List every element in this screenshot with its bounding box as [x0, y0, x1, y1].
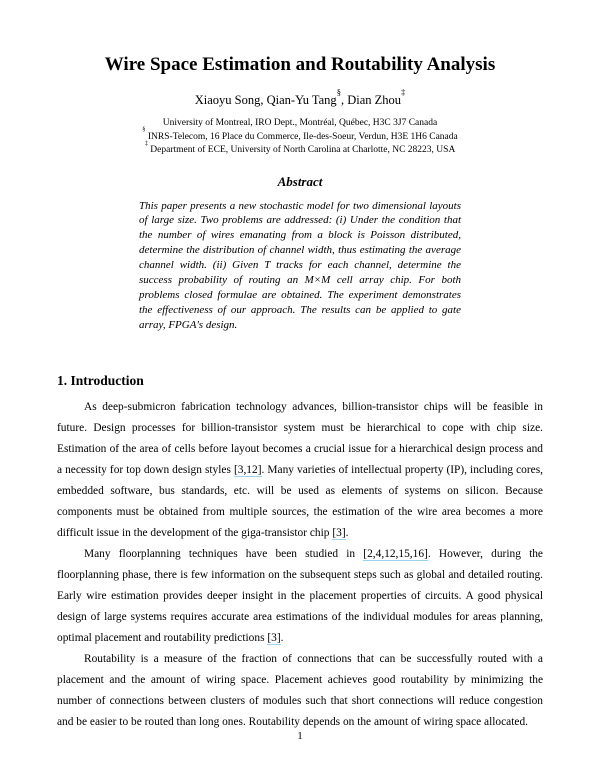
- authors-line: [0, 87, 600, 109]
- text-run: .: [345, 526, 349, 539]
- affiliations: [0, 117, 600, 158]
- superscript-mark: §: [336, 87, 341, 98]
- section-heading-introduction: 1. Introduction: [57, 372, 144, 388]
- text-run: As deep-submicron fabrication technology advances, billion-transistor chips will be feasible in future. Design processes for billion-transistor system must be hierarchical to cope with chip size. Estimation of the area of cells before layout becomes a crucial issue for a hierarchical design process and a necessity for top down design styles: [57, 400, 543, 476]
- citation-link[interactable]: [3]: [332, 526, 346, 539]
- affiliation-line: [0, 126, 600, 145]
- superscript-mark: ‡: [401, 87, 406, 98]
- text-run: Many floorplanning techniques have been studied in: [84, 547, 364, 560]
- text-run: .: [280, 631, 284, 644]
- abstract-text: This paper presents a new stochastic model for two dimensional layouts of large size. Two problems are addressed: (i) Under the condition that the number of wires emanating from a block is Poisson distributed, determine the distribution of channel width, thus estimating the average channel width. (ii) Given T tracks for each channel, determine the success probability of routing an M×M cell array chip. For both problems closed formulae are obtained. The experiment demonstrates the effectiveness of our approach. The results can be applied to gate array, FPGA's design.: [139, 199, 461, 331]
- affiliation-text: University of Montreal, IRO Dept., Montréal, Québec, H3C 3J7 Canada: [162, 118, 438, 128]
- affiliation-line: [0, 139, 600, 158]
- citation-link[interactable]: [3,12]: [233, 463, 262, 476]
- introduction-body: [57, 397, 543, 733]
- paragraph: [57, 544, 543, 649]
- citation-link[interactable]: [3]: [267, 631, 281, 644]
- text-run: . However, during the floorplanning phase, there is few information on the subsequent steps such as global and detailed routing. Early wire estimation provides deeper insight in the placement properties of circuits. A good physical design of large systems requires accurate area estimations of the individual modules for areas planning, optimal placement and routability predictions: [57, 547, 543, 644]
- paper-title: Wire Space Estimation and Routability Analysis: [104, 54, 496, 75]
- abstract-heading: Abstract: [277, 173, 323, 189]
- affiliation-line: [0, 117, 600, 134]
- text-run: Xiaoyu Song, Qian-Yu Tang: [194, 93, 337, 107]
- page-number: 1: [297, 730, 303, 742]
- text-run: Routability is a measure of the fraction of connections that can be successfully routed with a placement and the amount of wiring space. Placement achieves good routability by minimizing the number of connections between clusters of modules such that short connections will reduce congestion and be easier to be routed than long ones. Routability depends on the amount of wiring space allocated.: [57, 652, 543, 728]
- affiliation-text: Department of ECE, University of North Carolina at Charlotte, NC 28223, USA: [147, 145, 456, 155]
- citation-link[interactable]: [2,4,12,15,16]: [363, 547, 428, 560]
- text-run: , Dian Zhou: [340, 93, 401, 107]
- text-run: . Many varieties of intellectual property (IP), including cores, embedded software, bus standards, etc. will be used as elements of systems on silicon. Because components must be obtained from multiple sources, the estimation of the wire area becomes a more difficult issue in the development of the giga-transistor chip: [57, 463, 544, 539]
- affiliation-text: INRS-Telecom, 16 Place du Commerce, Ile-des-Soeur, Verdun, H3E 1H6 Canada: [145, 131, 458, 142]
- main-column: [0, 373, 600, 733]
- superscript-mark: §: [142, 126, 146, 134]
- superscript-mark: ‡: [144, 139, 148, 147]
- paragraph: [57, 649, 543, 733]
- paragraph: [57, 397, 543, 544]
